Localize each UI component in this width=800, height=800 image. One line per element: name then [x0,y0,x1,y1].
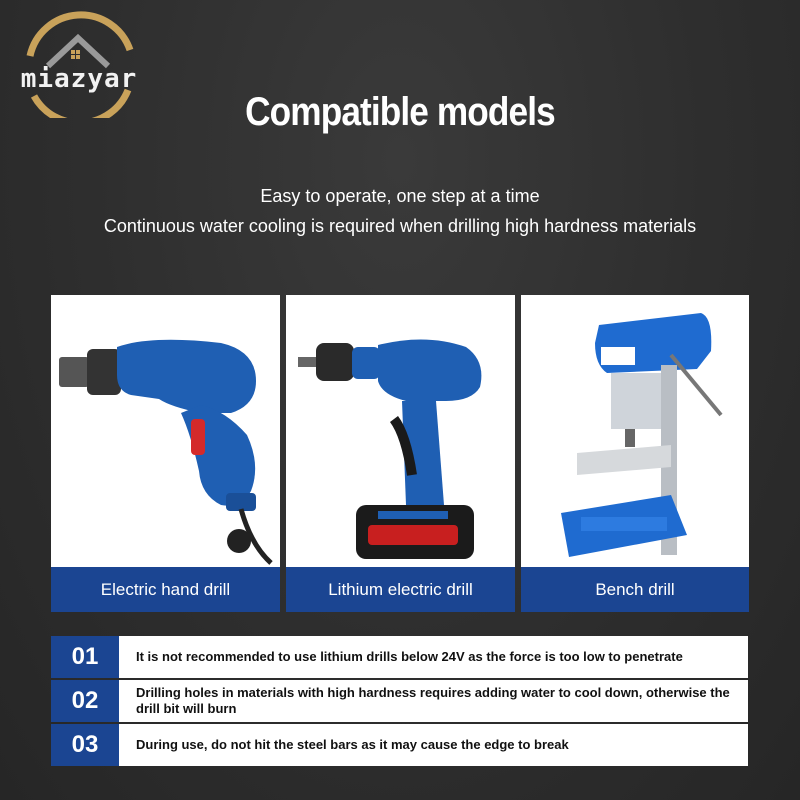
note-text: Drilling holes in materials with high hardness requires adding water to cool down, otherwise the drill bit will burn [136,685,730,716]
model-label: Bench drill [521,567,749,612]
note-number: 03 [51,724,119,766]
logo-text: miazyar [20,64,138,94]
electric-hand-drill-image [51,295,280,567]
model-card-electric-hand-drill [51,295,280,612]
note-number: 01 [51,636,119,678]
page-title: Compatible models [245,90,555,134]
subtitle-operation: Easy to operate, one step at a time [260,186,540,206]
usage-note [51,680,748,722]
model-card-bench-drill [521,295,749,612]
model-label: Electric hand drill [51,567,280,612]
note-text: During use, do not hit the steel bars as it may cause the edge to break [136,737,569,752]
model-label: Lithium electric drill [286,567,515,612]
usage-note [51,724,748,766]
compatible-models-grid [51,295,749,612]
subtitle-cooling: Continuous water cooling is required when drilling high hardness materials [103,216,697,236]
note-number: 02 [51,680,119,722]
model-card-lithium-drill [286,295,515,612]
usage-note [51,636,748,678]
note-text: It is not recommended to use lithium drills below 24V as the force is too low to penetrate [136,649,683,664]
lithium-drill-image [286,295,515,567]
bench-drill-image [521,295,749,567]
